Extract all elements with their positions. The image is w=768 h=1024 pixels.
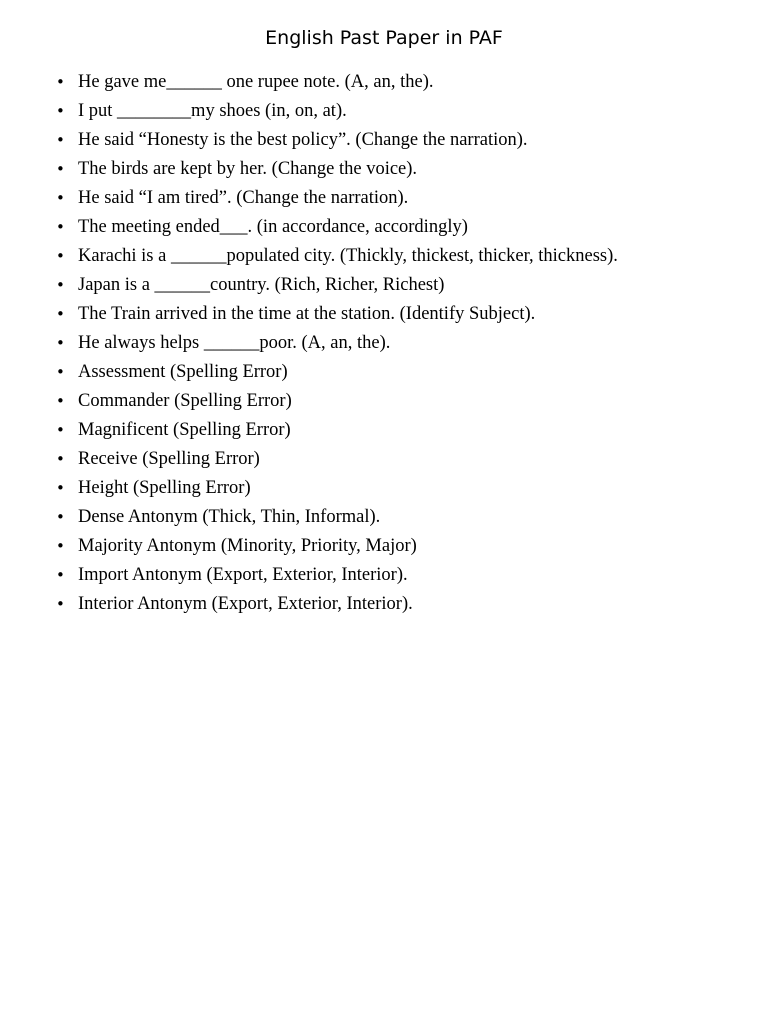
question-text: Japan is a ______country. (Rich, Richer, Richest) <box>78 275 445 295</box>
bullet-icon: • <box>56 160 65 178</box>
list-item <box>0 97 768 126</box>
list-item <box>0 590 768 619</box>
bullet-icon: • <box>56 247 65 265</box>
question-text: Assessment (Spelling Error) <box>78 362 288 382</box>
question-text: Interior Antonym (Export, Exterior, Interior). <box>78 594 413 614</box>
question-text: He said “I am tired”. (Change the narration). <box>78 188 409 208</box>
bullet-icon: • <box>56 537 65 555</box>
bullet-icon: • <box>56 276 65 294</box>
question-text: Commander (Spelling Error) <box>78 391 292 411</box>
list-item <box>0 329 768 358</box>
question-text: Karachi is a ______populated city. (Thickly, thickest, thicker, thickness). <box>78 246 618 266</box>
bullet-icon: • <box>56 73 65 91</box>
question-text: He said “Honesty is the best policy”. (Change the narration). <box>78 130 528 150</box>
question-text: Magnificent (Spelling Error) <box>78 420 291 440</box>
list-item <box>0 68 768 97</box>
question-text: I put ________my shoes (in, on, at). <box>78 101 347 121</box>
list-item <box>0 300 768 329</box>
bullet-icon: • <box>56 479 65 497</box>
question-text: The birds are kept by her. (Change the voice). <box>78 159 418 179</box>
bullet-icon: • <box>56 450 65 468</box>
list-item <box>0 532 768 561</box>
question-text: The meeting ended___. (in accordance, accordingly) <box>78 217 468 237</box>
list-item <box>0 184 768 213</box>
list-item <box>0 503 768 532</box>
bullet-icon: • <box>56 595 65 613</box>
question-text: Majority Antonym (Minority, Priority, Major) <box>78 536 417 556</box>
list-item <box>0 561 768 590</box>
list-item <box>0 387 768 416</box>
bullet-icon: • <box>56 363 65 381</box>
bullet-icon: • <box>56 218 65 236</box>
bullet-icon: • <box>56 189 65 207</box>
bullet-icon: • <box>56 392 65 410</box>
bullet-icon: • <box>56 508 65 526</box>
bullet-icon: • <box>56 102 65 120</box>
question-text: Dense Antonym (Thick, Thin, Informal). <box>78 507 381 527</box>
bullet-icon: • <box>56 566 65 584</box>
list-item <box>0 416 768 445</box>
bullet-icon: • <box>56 131 65 149</box>
question-text: Import Antonym (Export, Exterior, Interior). <box>78 565 408 585</box>
question-list <box>0 68 768 619</box>
question-text: Height (Spelling Error) <box>78 478 251 498</box>
bullet-icon: • <box>56 305 65 323</box>
question-text: He always helps ______poor. (A, an, the). <box>78 333 391 353</box>
list-item <box>0 358 768 387</box>
list-item <box>0 474 768 503</box>
list-item <box>0 445 768 474</box>
question-text: He gave me______ one rupee note. (A, an, the). <box>78 72 434 92</box>
list-item <box>0 126 768 155</box>
list-item <box>0 155 768 184</box>
bullet-icon: • <box>56 421 65 439</box>
list-item <box>0 213 768 242</box>
bullet-icon: • <box>56 334 65 352</box>
page-title: English Past Paper in PAF <box>265 27 503 49</box>
question-text: The Train arrived in the time at the station. (Identify Subject). <box>78 304 536 324</box>
list-item <box>0 271 768 300</box>
question-text: Receive (Spelling Error) <box>78 449 260 469</box>
list-item <box>0 242 768 271</box>
